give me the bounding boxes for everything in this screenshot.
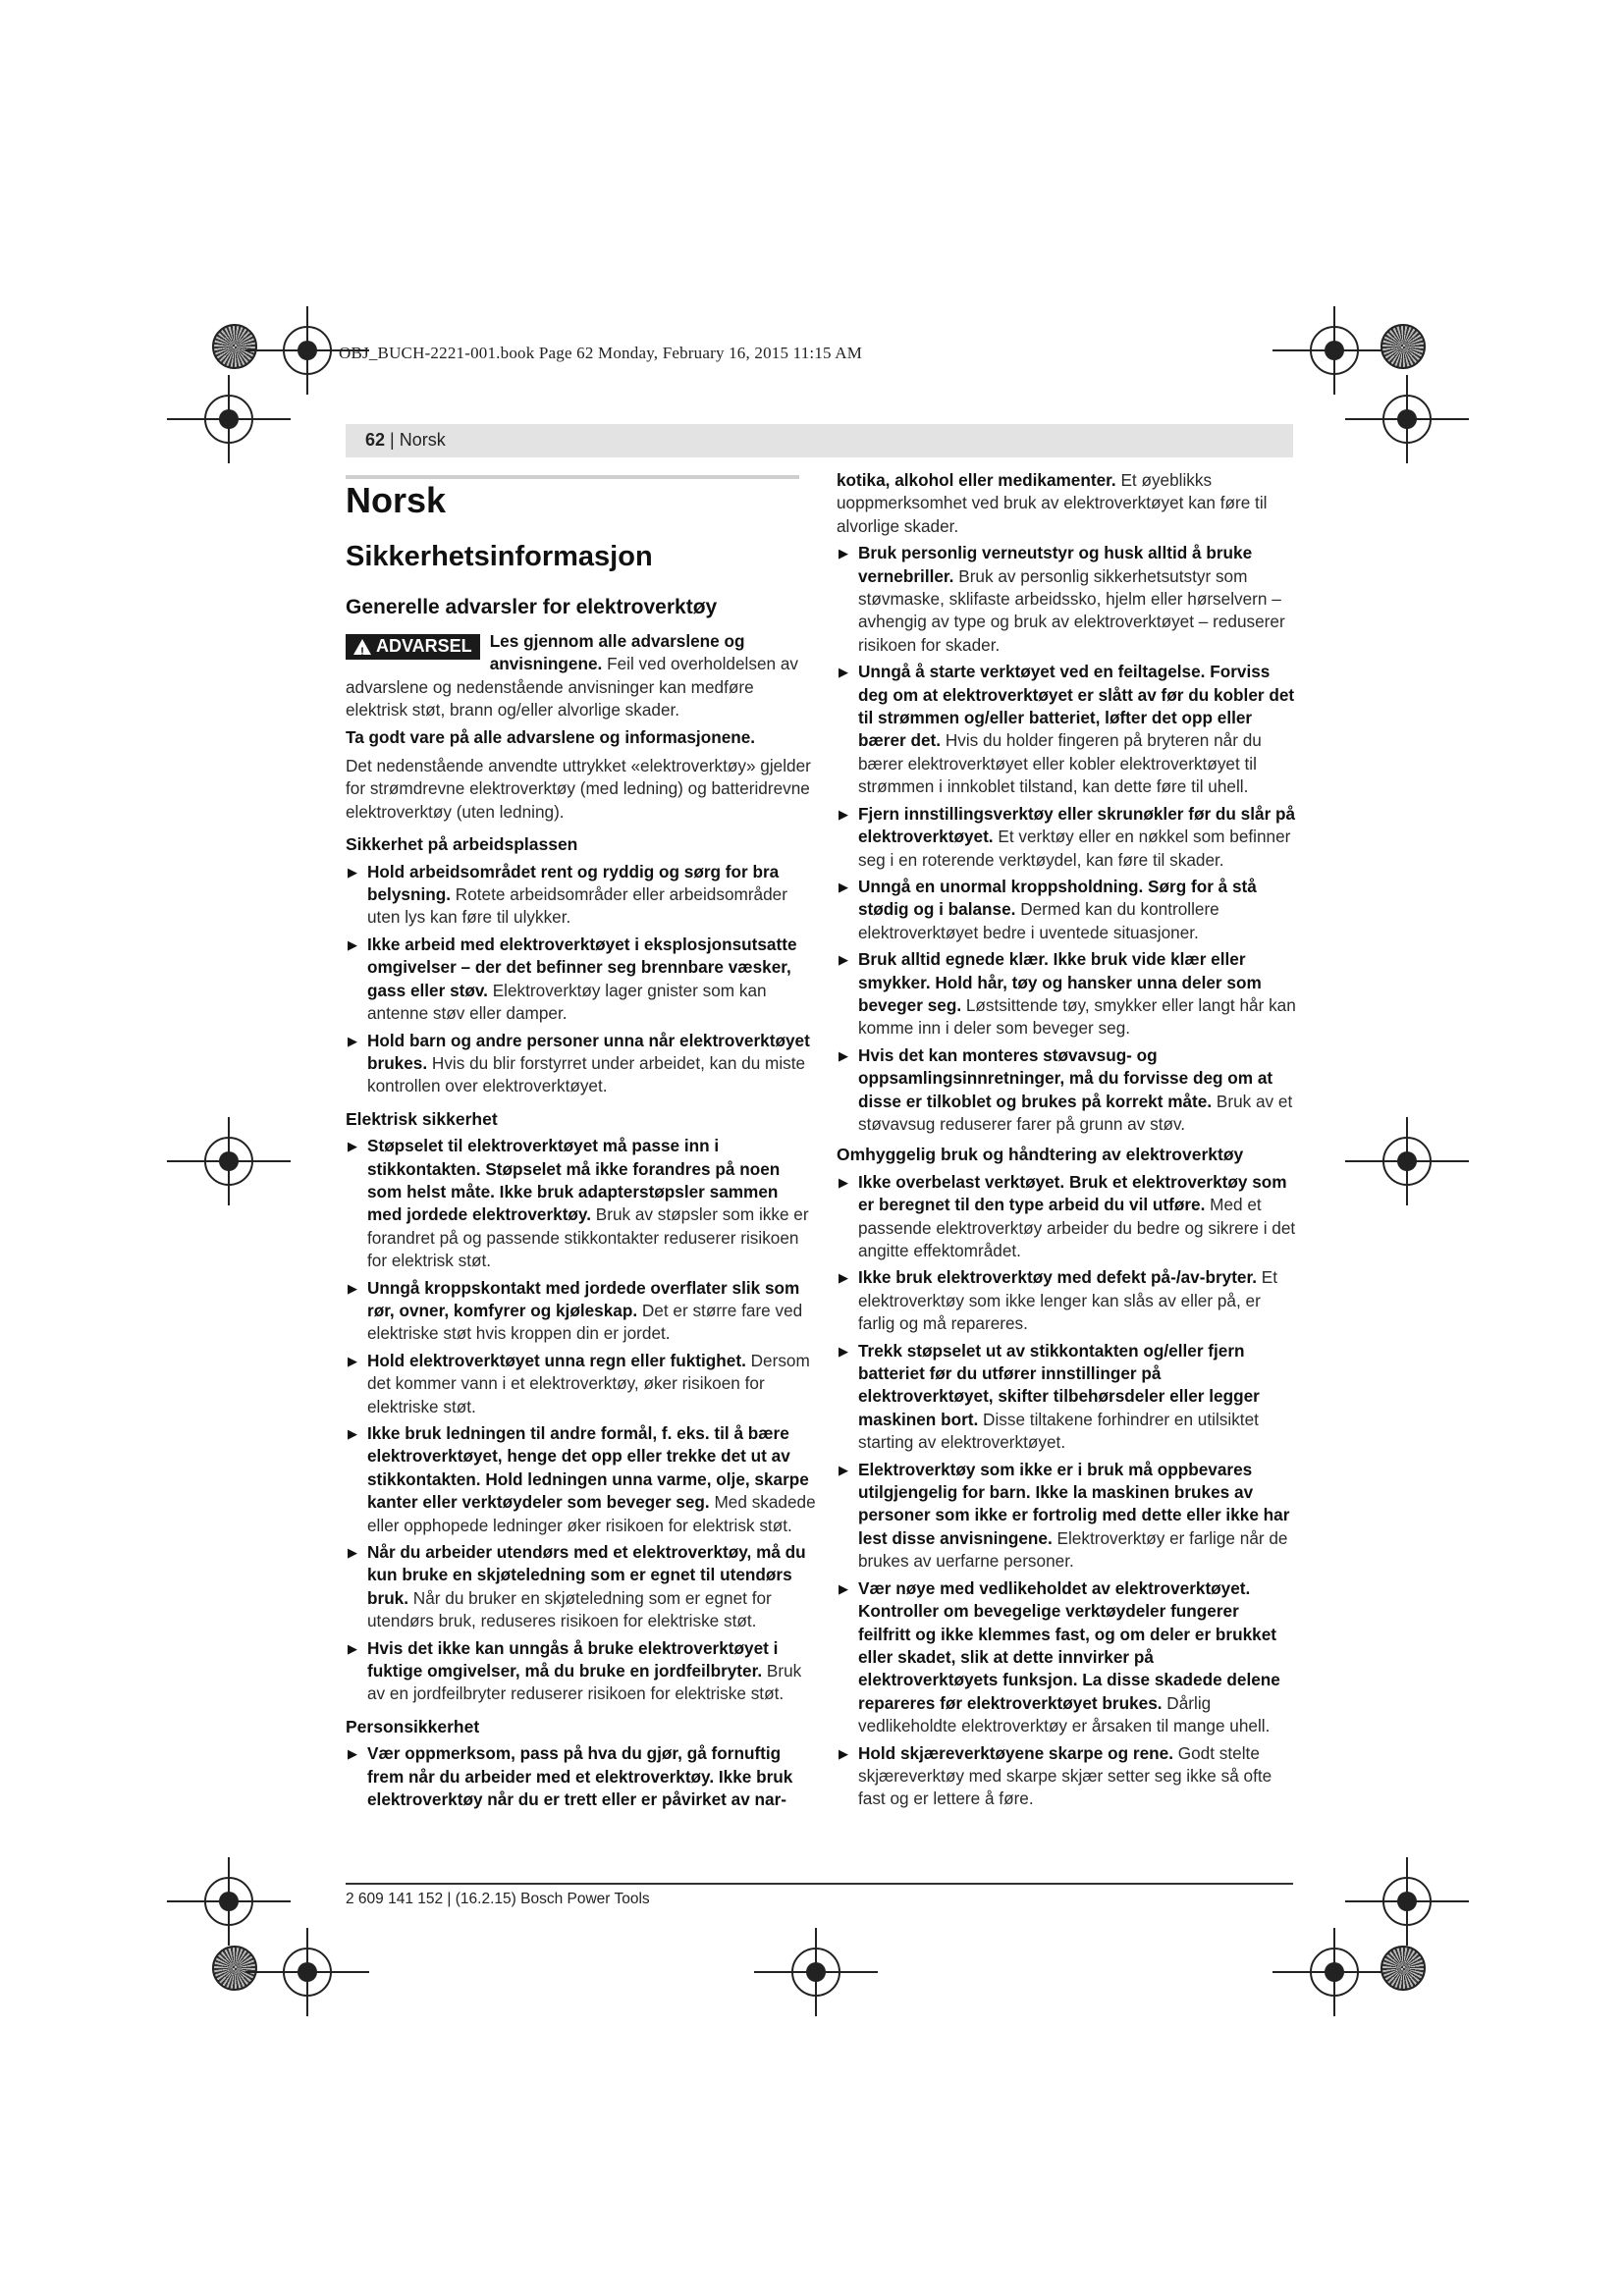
item-text: Elektroverktøy lager gnister som kan antenne støv eller damper. bbox=[367, 980, 767, 1024]
color-rosette-icon bbox=[1380, 1946, 1426, 1991]
item-bold: Ikke bruk ledningen til andre formål, f. eks. til å bære elektroverktøyet, henge det opp eller trekke det ut av stikkontakten. Hold ledningen unna varme, olje, skarpe kanter eller verktøydeler som beveger seg. bbox=[367, 1423, 809, 1513]
registration-mark-icon bbox=[791, 1948, 840, 1997]
item-text: Bruk av et støvavsug reduserer farer på grunn av støv. bbox=[858, 1091, 1293, 1134]
item-bold: Vær oppmerksom, pass på hva du gjør, gå fornuftig frem når du arbeider med et elektroverktøy. Ikke bruk elektroverktøy når du er trett eller er påvirket av nar- bbox=[367, 1743, 793, 1810]
item-text: Hvis du holder fingeren på bryteren når du bærer elektroverktøyet eller kobler elektroverktøyet til strømmen i innkoblet tilstand, kan dette føre til uhell. bbox=[858, 730, 1262, 797]
item-bold: Bruk alltid egnede klær. Ikke bruk vide klær eller smykker. Hold hår, tøy og hansker unna deler som beveger seg. bbox=[858, 949, 1262, 1015]
item-bold: Når du arbeider utendørs med et elektroverktøy, må du kun bruke en skjøteledning som er egnet til utendørs bruk. bbox=[367, 1542, 806, 1608]
safety-item bbox=[346, 1277, 817, 1346]
item-bold: Hvis det kan monteres støvavsug- og oppsamlingsinnretninger, må du forvisse deg om at disse er tilkoblet og brukes på korrekt måte. bbox=[858, 1044, 1273, 1111]
safety-item bbox=[837, 1340, 1296, 1455]
bullet-triangle-icon: ▶ bbox=[839, 1174, 848, 1190]
continued-bold: kotika, alkohol eller medikamenter. bbox=[837, 470, 1116, 490]
item-bold: Hold barn og andre personer unna når elektroverktøyet brukes. bbox=[367, 1030, 810, 1073]
registration-mark-icon bbox=[1382, 1877, 1432, 1926]
item-bold: Unngå å starte verktøyet ved en feiltagelse. Forviss deg om at elektroverktøyet er slått av før du kobler det til strømmen og/eller batteriet, løfter det opp eller bærer det. bbox=[858, 662, 1295, 751]
right-section-items bbox=[837, 1171, 1296, 1811]
color-rosette-icon bbox=[1380, 324, 1426, 369]
warning-badge bbox=[346, 634, 480, 660]
registration-mark-icon bbox=[1382, 395, 1432, 444]
bullet-triangle-icon: ▶ bbox=[348, 1640, 357, 1656]
bullet-triangle-icon: ▶ bbox=[839, 1745, 848, 1761]
safety-item bbox=[837, 1171, 1296, 1263]
bullet-triangle-icon: ▶ bbox=[839, 1462, 848, 1477]
item-text: Et verktøy eller en nøkkel som befinner seg i en roterende verktøydel, kan føre til skader. bbox=[858, 827, 1291, 870]
section-heading: Elektrisk sikkerhet bbox=[346, 1108, 498, 1129]
item-bold: Ikke arbeid med elektroverktøyet i eksplosjonsutsatte omgivelser – der det befinner seg brennbare væsker, gass eller støv. bbox=[367, 934, 797, 1000]
bullet-triangle-icon: ▶ bbox=[839, 1047, 848, 1063]
section-heading: Sikkerhet på arbeidsplassen bbox=[346, 834, 578, 855]
safety-item bbox=[346, 861, 817, 930]
bullet-triangle-icon: ▶ bbox=[839, 952, 848, 968]
item-bold: Hvis det ikke kan unngås å bruke elektroverktøyet i fuktige omgivelser, må du bruke en jordfeilbryter. bbox=[367, 1637, 779, 1682]
registration-mark-icon bbox=[204, 1877, 253, 1926]
safety-item bbox=[837, 1044, 1296, 1137]
item-bold: Elektroverktøy som ikke er i bruk må oppbevares utilgjengelig for barn. Ikke la maskinen brukes av personer som ikke er fortrolig med dette eller ikke har lest disse anvisningene. bbox=[858, 1459, 1290, 1548]
safety-item bbox=[346, 1135, 817, 1272]
item-bold: Bruk personlig verneutstyr og husk alltid å bruke vernebriller. bbox=[858, 543, 1253, 586]
section-title: Sikkerhetsinformasjon bbox=[346, 541, 653, 572]
safety-item bbox=[346, 1030, 817, 1098]
safety-item bbox=[837, 876, 1296, 944]
left-column bbox=[346, 481, 817, 1812]
right-items bbox=[837, 542, 1296, 1136]
warning-badge-label: ADVARSEL bbox=[376, 636, 472, 657]
registration-mark-icon bbox=[204, 395, 253, 444]
safety-item bbox=[837, 1577, 1296, 1738]
registration-mark-icon bbox=[1382, 1137, 1432, 1186]
continued-text: Et øyeblikks uoppmerksomhet ved bruk av elektroverktøyet kan føre til alvorlige skader. bbox=[837, 470, 1268, 536]
registration-mark-icon bbox=[1310, 326, 1359, 375]
item-bold: Trekk støpselet ut av stikkontakten og/eller fjern batteriet før du utfører innstillinger på elektroverktøyet, skifter tilbehørsdeler eller legger maskinen bort. bbox=[858, 1340, 1260, 1429]
safety-item bbox=[346, 1422, 817, 1537]
safety-item bbox=[346, 1742, 817, 1811]
safety-item bbox=[837, 1266, 1296, 1335]
item-bold: Hold elektroverktøyet unna regn eller fuktighet. bbox=[367, 1350, 746, 1370]
safety-item bbox=[837, 1742, 1296, 1811]
print-metadata: OBJ_BUCH-2221-001.book Page 62 Monday, February 16, 2015 11:15 AM bbox=[339, 344, 863, 362]
header-language: Norsk bbox=[399, 430, 446, 450]
page-header-bar bbox=[346, 424, 1293, 457]
item-text: Dersom det kommer vann i et elektroverktøy, øker risikoen for elektriske støt. bbox=[367, 1350, 810, 1416]
item-bold: Støpselet til elektroverktøyet må passe inn i stikkontakten. Støpselet må ikke forandres på noen som helst måte. Ikke bruk adapterstøpsler sammen med jordede elektroverktøy. bbox=[367, 1136, 781, 1225]
item-text: Disse tiltakene forhindrer en utilsiktet starting av elektroverktøyet. bbox=[858, 1409, 1259, 1453]
safety-item bbox=[346, 1541, 817, 1633]
bullet-triangle-icon: ▶ bbox=[348, 1746, 357, 1762]
safety-item bbox=[837, 661, 1296, 798]
safety-item bbox=[346, 934, 817, 1026]
continued-paragraph bbox=[837, 469, 1296, 538]
page-header bbox=[365, 430, 446, 451]
item-bold: Ikke overbelast verktøyet. Bruk et elektroverktøy som er beregnet til den type arbeid du vil utføre. bbox=[858, 1171, 1287, 1215]
item-bold: Hold arbeidsområdet rent og ryddig og sørg for bra belysning. bbox=[367, 861, 780, 905]
item-bold: Ikke bruk elektroverktøy med defekt på-/av-bryter. bbox=[858, 1267, 1257, 1288]
bullet-triangle-icon: ▶ bbox=[839, 879, 848, 894]
item-text: Med et passende elektroverktøy arbeider du bedre og sikrere i det angitte effektområdet. bbox=[858, 1195, 1296, 1260]
safety-item bbox=[837, 803, 1296, 872]
item-bold: Unngå en unormal kroppsholdning. Sørg for å stå stødig og i balanse. bbox=[858, 876, 1257, 920]
safety-item bbox=[837, 542, 1296, 657]
item-text: Når du bruker en skjøteledning som er egnet for utendørs bruk, reduseres risikoen for elektriske støt. bbox=[367, 1587, 772, 1631]
section-heading: Personsikkerhet bbox=[346, 1716, 480, 1736]
keep-note: Ta godt vare på alle advarslene og informasjonene. bbox=[346, 726, 756, 747]
safety-item bbox=[837, 1459, 1296, 1574]
bullet-triangle-icon: ▶ bbox=[348, 1545, 357, 1561]
page-number: 62 bbox=[365, 430, 386, 450]
warning-triangle-icon: ! bbox=[353, 639, 371, 655]
warning-text: Feil ved overholdelsen av advarslene og nedenstående anvisninger kan medføre elektrisk støt, brann og/eller alvorlige skader. bbox=[346, 654, 798, 721]
bullet-triangle-icon: ▶ bbox=[348, 1139, 357, 1154]
title-rule bbox=[346, 475, 799, 479]
bullet-triangle-icon: ▶ bbox=[839, 546, 848, 561]
bullet-triangle-icon: ▶ bbox=[348, 864, 357, 880]
bullet-triangle-icon: ▶ bbox=[348, 1033, 357, 1048]
section-heading: Omhyggelig bruk og håndtering av elektroverktøy bbox=[837, 1145, 1244, 1165]
safety-item bbox=[346, 1350, 817, 1418]
item-text: Et elektroverktøy som ikke lenger kan slås av eller på, er farlig og må repareres. bbox=[858, 1267, 1278, 1334]
item-text: Elektroverktøy er farlige når de brukes av uerfarne personer. bbox=[858, 1527, 1288, 1572]
page-footer: 2 609 141 152 | (16.2.15) Bosch Power Tools bbox=[346, 1891, 650, 1907]
header-separator: | bbox=[385, 430, 400, 450]
item-bold: Hold skjæreverktøyene skarpe og rene. bbox=[858, 1742, 1173, 1763]
bullet-triangle-icon: ▶ bbox=[348, 1426, 357, 1441]
right-column bbox=[837, 469, 1296, 1811]
warning-bold: Les gjennom alle advarslene og anvisningene. bbox=[489, 631, 745, 674]
item-text: Med skadede eller opphopede ledninger øker risikoen for elektrisk støt. bbox=[367, 1492, 816, 1535]
item-text: Det er større fare ved elektriske støt hvis kroppen din er jordet. bbox=[367, 1300, 803, 1344]
definition-text: Det nedenstående anvendte uttrykket «elektroverktøy» gjelder for strømdrevne elektroverktøy (med ledning) og batteridrevne elektroverktøy (uten ledning). bbox=[346, 756, 811, 822]
bullet-triangle-icon: ▶ bbox=[348, 1280, 357, 1296]
color-rosette-icon bbox=[212, 324, 257, 369]
item-bold: Vær nøye med vedlikeholdet av elektroverktøyet. Kontroller om bevegelige verktøydeler fungerer feilfritt og ikke klemmes fast, og om deler er brukket eller skadet, slik at dette innvirker på elektroverktøyets funksjon. La disse skadede delene repareres før elektroverktøyet brukes. bbox=[858, 1577, 1280, 1713]
color-rosette-icon bbox=[212, 1946, 257, 1991]
bullet-triangle-icon: ▶ bbox=[839, 806, 848, 822]
item-text: Bruk av støpsler som ikke er forandret på og passende stikkontakter reduserer risikoen for elektrisk støt. bbox=[367, 1204, 809, 1271]
registration-mark-icon bbox=[283, 1948, 332, 1997]
footer-rule bbox=[346, 1883, 1293, 1885]
warning-paragraph bbox=[346, 630, 817, 722]
bullet-triangle-icon: ▶ bbox=[839, 1343, 848, 1359]
item-text: Hvis du blir forstyrret under arbeidet, kan du miste kontrollen over elektroverktøyet. bbox=[367, 1052, 806, 1096]
item-text: Løstsittende tøy, smykker eller langt hår kan komme inn i deler som beveger seg. bbox=[858, 994, 1296, 1039]
bullet-triangle-icon: ▶ bbox=[839, 1270, 848, 1286]
registration-mark-icon bbox=[283, 326, 332, 375]
item-text: Dårlig vedlikeholdte elektroverktøy er årsaken til mange uhell. bbox=[858, 1692, 1271, 1736]
registration-mark-icon bbox=[204, 1137, 253, 1186]
safety-item bbox=[837, 948, 1296, 1041]
bullet-triangle-icon: ▶ bbox=[348, 936, 357, 952]
item-bold: Unngå kroppskontakt med jordede overflater slik som rør, ovner, komfyrer og kjøleskap. bbox=[367, 1277, 800, 1320]
item-bold: Fjern innstillingsverktøy eller skrunøkler før du slår på elektroverktøyet. bbox=[858, 803, 1296, 847]
item-text: Dermed kan du kontrollere elektroverktøyet bedre i uventede situasjoner. bbox=[858, 899, 1219, 942]
left-sections bbox=[346, 833, 817, 1811]
bullet-triangle-icon: ▶ bbox=[348, 1353, 357, 1368]
bullet-triangle-icon: ▶ bbox=[839, 1580, 848, 1596]
item-text: Rotete arbeidsområder eller arbeidsområder uten lys kan føre til ulykker. bbox=[367, 884, 787, 928]
item-text: Bruk av personlig sikkerhetsutstyr som støvmaske, sklifaste arbeidssko, hjelm eller hørselvern – avhengig av type og bruk av elektroverktøyet – reduserer risikoen for skader. bbox=[858, 565, 1285, 655]
page-title: Norsk bbox=[346, 480, 447, 520]
subsection-title: Generelle advarsler for elektroverktøy bbox=[346, 596, 718, 618]
bullet-triangle-icon: ▶ bbox=[839, 665, 848, 680]
safety-item bbox=[346, 1637, 817, 1706]
registration-mark-icon bbox=[1310, 1948, 1359, 1997]
item-text: Godt stelte skjæreverktøy med skarpe skjær setter seg ikke så ofte fast og er lettere å føre. bbox=[858, 1742, 1272, 1809]
item-text: Bruk av en jordfeilbryter reduserer risikoen for elektriske støt. bbox=[367, 1661, 802, 1704]
